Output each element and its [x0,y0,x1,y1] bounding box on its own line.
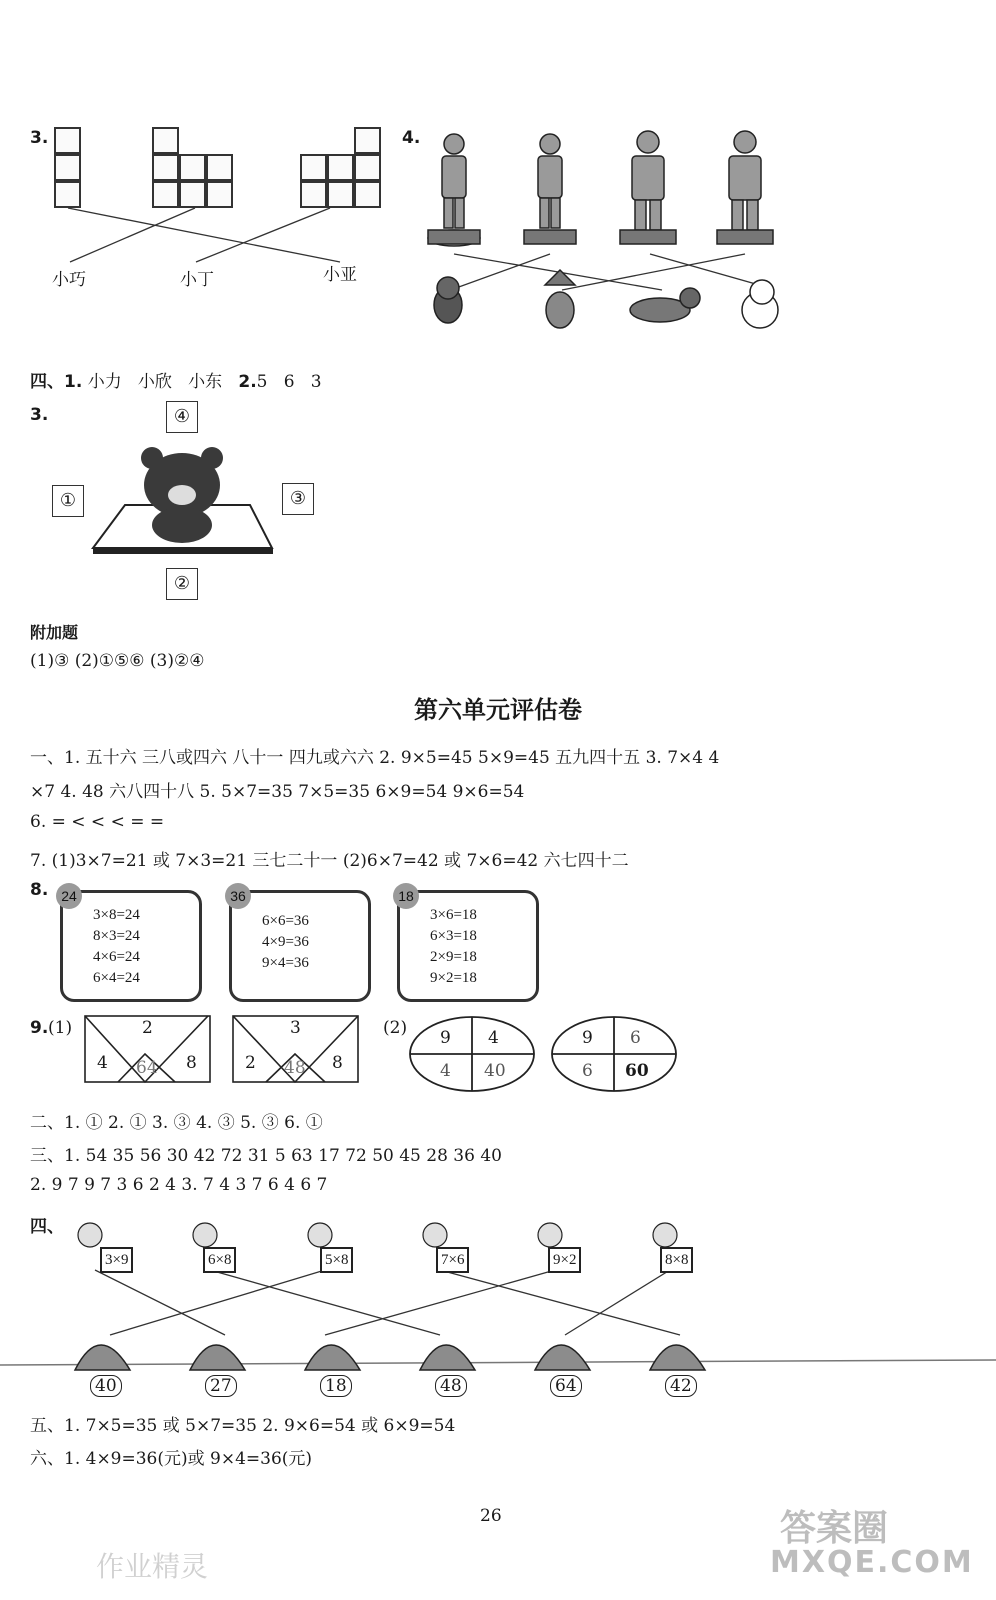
envelope-top: 3 [290,1018,301,1038]
envelope-right: 8 [332,1053,343,1073]
oval-diagrams [408,1014,688,1094]
view-label-bottom: ② [166,568,198,600]
product-badge: 24 [56,883,82,909]
oval-cell: 9 [582,1028,593,1048]
envelope-top: 2 [142,1018,153,1038]
statues-illustration [420,120,800,350]
envelope-middle: 48 [284,1058,306,1078]
rabbit-card: 3×9 [100,1247,133,1273]
name-label: 小丁 [180,270,214,290]
bonus-answers: (1)③ (2)①⑤⑥ (3)②④ [30,651,205,671]
rabbit-mushroom-matching [0,1205,996,1410]
answer-line: 二、1. ① 2. ① 3. ③ 4. ③ 5. ③ 6. ① [30,1113,323,1133]
answer-line: 四、1. 小力 小欣 小东 2.5 6 3 [30,372,322,392]
product-group-box: 3×6=18 6×3=18 2×9=18 9×2=18 [397,890,539,1002]
question-number: 8. [30,880,49,900]
mushroom-value: 18 [320,1375,352,1397]
answer-line: ×7 4. 48 六八四十八 5. 5×7=35 7×5=35 6×9=54 9×6=54 [30,782,525,802]
view-label-left: ① [52,485,84,517]
oval-cell: 9 [440,1028,451,1048]
name-label: 小亚 [323,265,357,285]
mushroom-value: 40 [90,1375,122,1397]
view-label-top: ④ [166,401,198,433]
question-number: 3. [30,128,49,148]
product-badge: 36 [225,883,251,909]
rabbit-card: 7×6 [436,1247,469,1273]
oval-cell: 6 [630,1028,641,1048]
mushroom-value: 64 [550,1375,582,1397]
answer-line: 一、1. 五十六 三八或四六 八十一 四九或六六 2. 9×5=45 5×9=45 五九四十五 3. 7×4 4 [30,748,720,768]
bear-on-table-illustration [90,440,280,560]
page-number: 26 [480,1506,502,1526]
watermark-logo: 答案圈 [780,1508,889,1549]
envelope-diagrams [83,1014,363,1086]
rabbit-card: 6×8 [203,1247,236,1273]
envelope-right: 8 [186,1053,197,1073]
answer-line: 2. 9 7 9 7 3 6 2 4 3. 7 4 3 7 6 4 6 7 [30,1175,328,1195]
watermark-text: MXQE.COM [770,1545,974,1580]
part-label: (2) [383,1018,408,1038]
rabbit-card: 9×2 [548,1247,581,1273]
question-number: 4. [402,128,421,148]
section-label: 四、 [30,1217,64,1237]
oval-cell: 60 [625,1061,649,1081]
mushroom-value: 27 [205,1375,237,1397]
page-title: 第六单元评估卷 [414,695,582,724]
bonus-title: 附加题 [30,623,79,642]
oval-cell: 4 [488,1028,499,1048]
envelope-middle: 64 [136,1058,158,1078]
name-label: 小巧 [52,270,86,290]
oval-cell: 40 [484,1061,506,1081]
answer-line: 五、1. 7×5=35 或 5×7=35 2. 9×6=54 或 6×9=54 [30,1416,456,1436]
product-group-box: 6×6=36 4×9=36 9×4=36 [229,890,371,1002]
product-badge: 18 [393,883,419,909]
question-number: 3. [30,405,49,425]
answer-line: 6. = < < < = = [30,812,165,832]
answer-line: 六、1. 4×9=36(元)或 9×4=36(元) [30,1449,313,1469]
answer-line: 7. (1)3×7=21 或 7×3=21 三七二十一 (2)6×7=42 或 7×6=42 六七四十二 [30,851,629,871]
answer-line: 三、1. 54 35 56 30 42 72 31 5 63 17 72 50 45 28 36 40 [30,1146,502,1166]
mushroom-value: 48 [435,1375,467,1397]
oval-cell: 6 [582,1061,593,1081]
product-group-box: 3×8=24 8×3=24 4×6=24 6×4=24 [60,890,202,1002]
view-label-right: ③ [282,483,314,515]
envelope-left: 2 [245,1053,256,1073]
question-number: 9. [30,1018,49,1038]
oval-cell: 4 [440,1061,451,1081]
stamp-watermark: 作业精灵 [96,1550,209,1583]
rabbit-card: 8×8 [660,1247,693,1273]
part-label: (1) [48,1018,73,1038]
mushroom-value: 42 [665,1375,697,1397]
rabbit-card: 5×8 [320,1247,353,1273]
envelope-left: 4 [97,1053,108,1073]
